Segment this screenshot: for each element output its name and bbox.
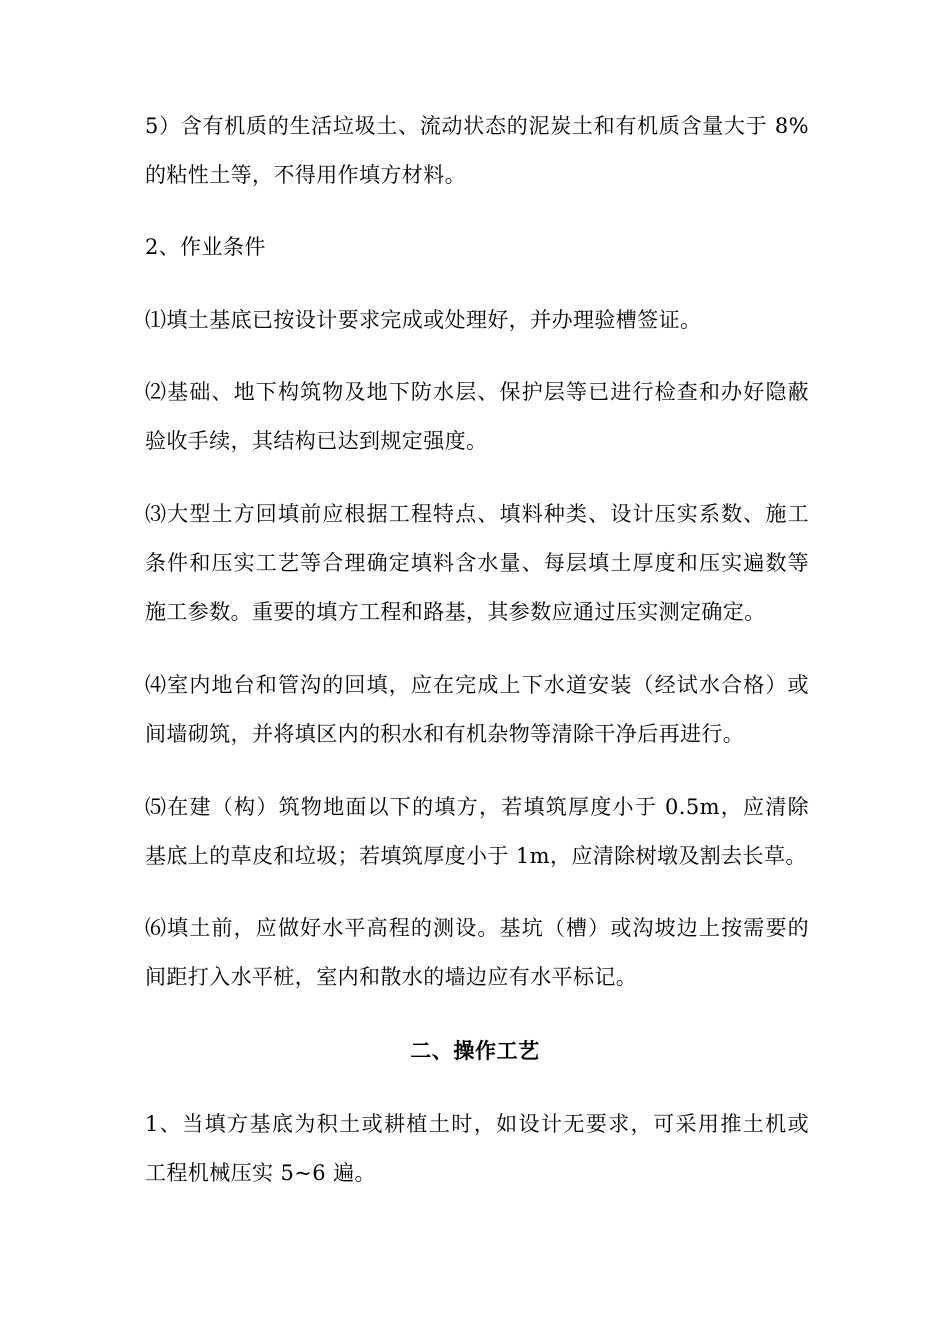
paragraph-line: 5）含有机质的生活垃圾土、流动状态的泥炭土和有机质含量大于 8% bbox=[145, 114, 809, 138]
paragraph-line: 间墙砌筑，并将填区内的积水和有机杂物等清除干净后再进行。 bbox=[145, 722, 745, 746]
paragraph-line: 的粘性土等，不得用作填方材料。 bbox=[145, 163, 466, 187]
paragraph-line: 基底上的草皮和垃圾；若填筑厚度小于 1m，应清除树墩及割去长草。 bbox=[145, 844, 807, 868]
subsection-title: 2、作业条件 bbox=[145, 235, 266, 259]
paragraph-line: ⑹填土前，应做好水平高程的测设。基坑（槽）或沟坡边上按需要的 bbox=[145, 916, 809, 940]
paragraph-line: 1、当填方基底为积土或耕植土时，如设计无要求，可采用推土机或 bbox=[145, 1112, 809, 1136]
paragraph-line: ⑷室内地台和管沟的回填，应在完成上下水道安装（经试水合格）或 bbox=[145, 673, 809, 697]
paragraph-line: ⑵基础、地下构筑物及地下防水层、保护层等已进行检查和办好隐蔽 bbox=[145, 380, 809, 404]
section-heading: 二、操作工艺 bbox=[410, 1038, 540, 1063]
paragraph-line: ⑸在建（构）筑物地面以下的填方，若填筑厚度小于 0.5m，应清除 bbox=[145, 795, 809, 819]
paragraph-line: 条件和压实工艺等合理确定填料含水量、每层填土厚度和压实遍数等 bbox=[145, 551, 809, 575]
paragraph-line: 施工参数。重要的填方工程和路基，其参数应通过压实测定确定。 bbox=[145, 600, 766, 624]
paragraph-line: 验收手续，其结构已达到规定强度。 bbox=[145, 429, 488, 453]
paragraph-line: 间距打入水平桩，室内和散水的墙边应有水平标记。 bbox=[145, 965, 638, 989]
paragraph-line: ⑴填土基底已按设计要求完成或处理好，并办理验槽签证。 bbox=[145, 308, 702, 332]
paragraph-line: 工程机械压实 5~6 遍。 bbox=[145, 1161, 376, 1185]
paragraph-line: ⑶大型土方回填前应根据工程特点、填料种类、设计压实系数、施工 bbox=[145, 502, 809, 526]
